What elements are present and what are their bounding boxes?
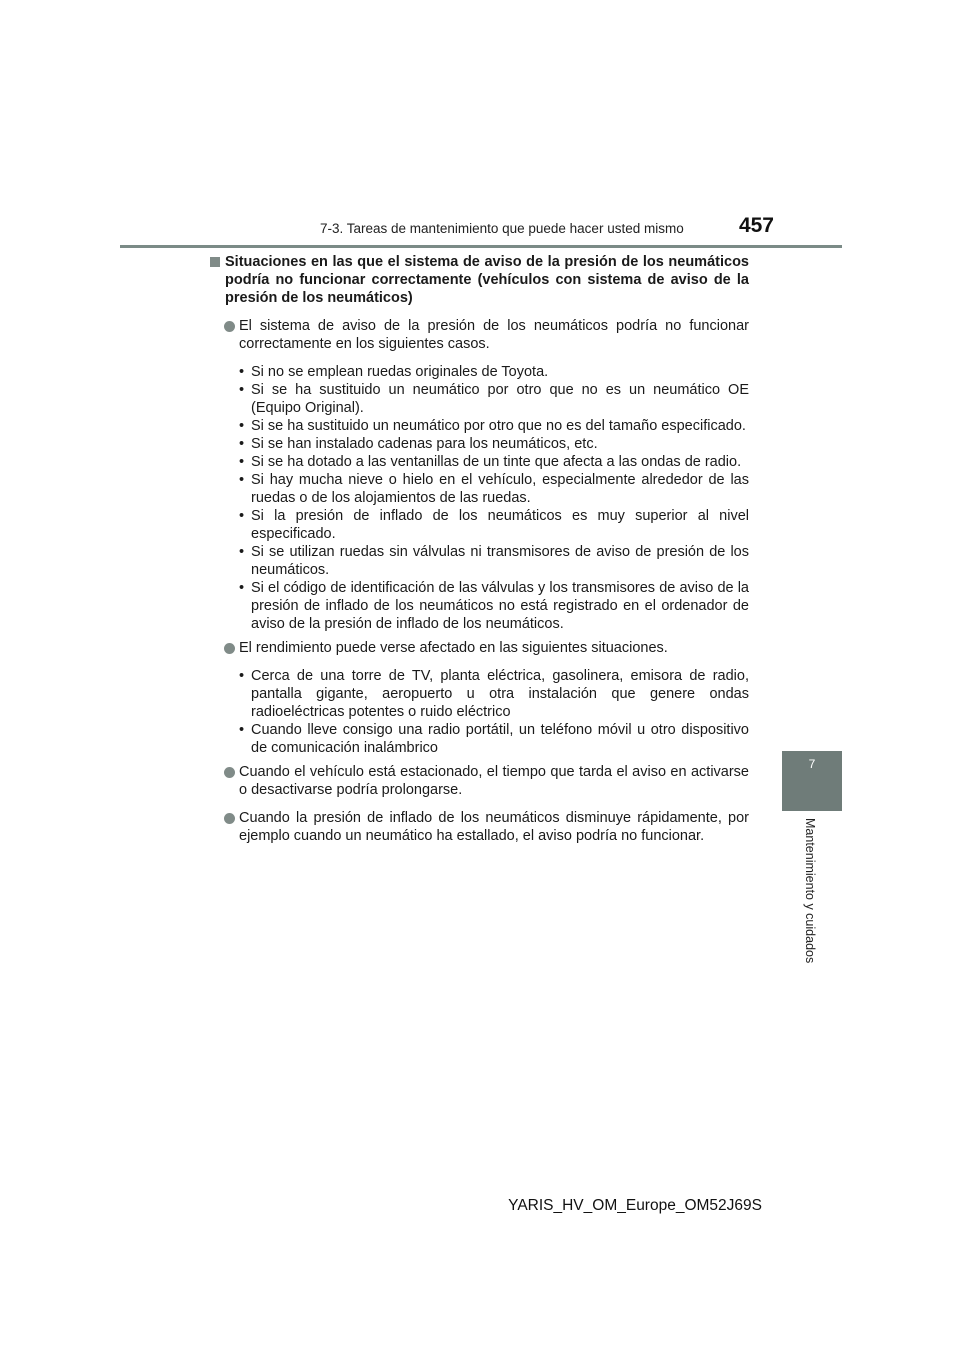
list-item: • Si la presión de inflado de los neumáticos es muy superior al nivel especificado. xyxy=(239,508,749,542)
list-item: • Cerca de una torre de TV, planta eléctrica, gasolinera, emisora de radio, pantalla gigante, aeropuerto u otra instalación que genere ondas radioeléctricas potentes o ruido eléctrico xyxy=(239,668,749,720)
point-item xyxy=(209,809,749,845)
section-heading-text: Situaciones en las que el sistema de aviso de la presión de los neumáticos podría no funcionar correctamente (vehículos con sistema de aviso de la presión de los neumáticos) xyxy=(225,254,749,306)
point-text: Cuando el vehículo está estacionado, el tiempo que tarda el aviso en activarse o desactivarse podría prolongarse. xyxy=(239,764,749,798)
list-item: • Si se ha dotado a las ventanillas de un tinte que afecta a las ondas de radio. xyxy=(239,454,742,470)
chapter-number: 7 xyxy=(808,757,816,771)
list-item: • Si se han instalado cadenas para los neumáticos, etc. xyxy=(239,436,598,452)
list-item: • Si se utilizan ruedas sin válvulas ni transmisores de aviso de presión de los neumáticos. xyxy=(239,544,749,578)
circle-bullet-icon xyxy=(224,767,235,778)
circle-bullet-icon xyxy=(224,813,235,824)
list-item: • Si no se emplean ruedas originales de Toyota. xyxy=(239,364,549,380)
point-item xyxy=(209,639,749,657)
section-title: 7-3. Tareas de mantenimiento que puede hacer usted mismo xyxy=(320,221,684,236)
bullet-list xyxy=(209,667,749,757)
chapter-tab xyxy=(782,751,842,811)
square-bullet-icon xyxy=(210,257,220,267)
chapter-side-label xyxy=(782,818,842,970)
circle-bullet-icon xyxy=(224,643,235,654)
list-item: • Cuando lleve consigo una radio portátil, un teléfono móvil u otro dispositivo de comunicación inalámbrico xyxy=(239,722,749,756)
list-item: • Si se ha sustituido un neumático por otro que no es un neumático OE (Equipo Original). xyxy=(239,382,749,416)
point-text: El sistema de aviso de la presión de los neumáticos podría no funcionar correctamente en los siguientes casos. xyxy=(239,318,749,352)
main-content xyxy=(209,253,749,855)
list-item: • Si el código de identificación de las válvulas y los transmisores de aviso de la presión de inflado de los neumáticos no está registrado en el ordenador de aviso de la presión de inflado de los neumáticos. xyxy=(239,580,749,632)
bullet-list xyxy=(209,363,749,633)
chapter-title: Mantenimiento y cuidados xyxy=(803,818,817,964)
list-item: • Si se ha sustituido un neumático por otro que no es del tamaño especificado. xyxy=(239,418,746,434)
point-item xyxy=(209,317,749,353)
document-code: YARIS_HV_OM_Europe_OM52J69S xyxy=(508,1197,762,1214)
page-number: 457 xyxy=(738,214,774,237)
point-item xyxy=(209,763,749,799)
section-heading xyxy=(209,253,749,307)
list-item: • Si hay mucha nieve o hielo en el vehículo, especialmente alrededor de las ruedas o de los alojamientos de las ruedas. xyxy=(239,472,749,506)
circle-bullet-icon xyxy=(224,321,235,332)
header-divider xyxy=(120,245,842,248)
point-text: El rendimiento puede verse afectado en las siguientes situaciones. xyxy=(239,640,668,656)
point-text: Cuando la presión de inflado de los neumáticos disminuye rápidamente, por ejemplo cuando un neumático ha estallado, el aviso podría no funcionar. xyxy=(239,810,749,844)
